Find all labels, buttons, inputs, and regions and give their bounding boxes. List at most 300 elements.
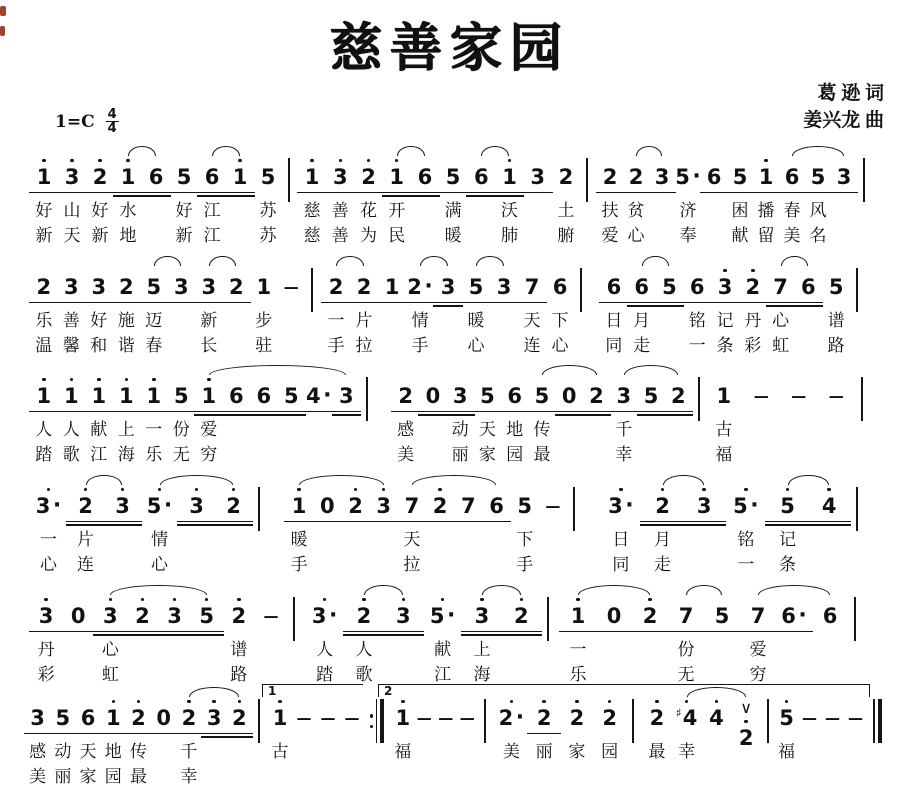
note-cell — [223, 267, 251, 359]
note-cell — [822, 267, 850, 359]
beam-line — [177, 524, 216, 526]
octave-dot — [109, 598, 113, 602]
slur-arc — [542, 365, 597, 375]
note-cell — [490, 267, 518, 359]
beam-line — [482, 521, 512, 523]
slur-arc — [788, 475, 830, 485]
octave-dots — [395, 157, 399, 164]
measure-6-5 — [642, 684, 761, 790]
note-digit: 3 — [332, 165, 348, 189]
beam-lines — [326, 190, 354, 199]
beam-lines — [268, 731, 292, 740]
beam-lines — [610, 409, 637, 418]
note-digit: 3 — [201, 275, 217, 299]
octave-dots — [207, 376, 211, 383]
octave-dots — [367, 157, 371, 164]
lyric-verse1: 情 — [151, 530, 168, 549]
system-1 — [0, 143, 900, 249]
note-cell — [191, 596, 223, 688]
beam-lines — [411, 190, 439, 199]
barline — [258, 487, 260, 531]
note-digit: 6 — [801, 275, 816, 299]
repeat-dot — [370, 725, 373, 728]
note-digit: 3 — [91, 275, 107, 299]
slur-arc — [624, 365, 679, 375]
beam-line — [354, 192, 384, 194]
key-label: 1=C — [55, 111, 95, 132]
beam-lines — [831, 190, 857, 199]
beam-lines — [632, 629, 668, 638]
note-row — [597, 143, 857, 249]
note-digit: 3 · — [608, 493, 634, 518]
note-cell — [439, 157, 467, 249]
octave-dot — [655, 700, 659, 704]
note-cell — [561, 698, 594, 790]
beam-line — [640, 524, 684, 526]
octave-dots — [70, 157, 74, 164]
augmentation-dot-icon: · — [750, 493, 759, 518]
beam-line — [284, 521, 314, 523]
lyric-verse1: 一 — [40, 530, 57, 549]
octave-dot — [70, 378, 74, 382]
dash-cell — [414, 698, 436, 790]
beam-line — [640, 521, 684, 523]
beam-lines — [561, 731, 594, 740]
beam-lines — [808, 519, 850, 528]
octave-dots — [84, 486, 88, 493]
lyric-verse2: 连 — [77, 555, 94, 574]
note-digit: 1 — [118, 384, 134, 408]
lyric-verse1: 动 — [451, 420, 469, 439]
lyric-verse1: 传 — [129, 742, 147, 761]
note-cell — [168, 267, 196, 359]
lyric-verse1: 满 — [444, 201, 462, 220]
octave-dots — [402, 596, 406, 603]
note-digit: — — [828, 387, 844, 405]
note-digit: 1 — [304, 165, 320, 189]
slur-layer — [30, 362, 360, 376]
time-signature-denominator: 4 — [107, 121, 117, 136]
note-cell — [215, 486, 252, 578]
note-row — [268, 684, 364, 790]
note-cell — [812, 596, 848, 688]
note-digit: 6 — [474, 165, 489, 189]
lyric-verse2: 福 — [715, 445, 733, 464]
lyric-verse1: 献 — [434, 640, 452, 659]
beam-line — [112, 302, 141, 304]
slur-arc — [642, 256, 670, 266]
lyric-verse1: 古 — [715, 420, 733, 439]
lyric-verse2: 手 — [290, 555, 308, 574]
measure-4-2 — [285, 472, 567, 578]
lyric-verse2: 心 — [551, 336, 569, 355]
beam-lines — [812, 629, 848, 638]
note-cell — [58, 157, 86, 249]
note-digit: 2 — [231, 604, 247, 628]
octave-dots — [354, 486, 358, 493]
octave-dot — [648, 598, 652, 602]
measure-5-3 — [560, 582, 848, 688]
beam-line — [446, 411, 475, 413]
beam-line — [648, 192, 676, 194]
beam-line — [599, 302, 628, 304]
note-digit: 3 — [189, 494, 204, 518]
lyric-verse1: 新 — [200, 311, 218, 330]
note-cell — [170, 157, 198, 249]
octave-dot — [608, 700, 612, 704]
note-cell — [725, 486, 767, 578]
note-row — [322, 253, 574, 359]
slur-arc — [476, 256, 504, 266]
note-digit: — — [320, 709, 336, 727]
note-digit: 1 — [91, 384, 107, 408]
beam-line — [341, 521, 371, 523]
beam-lines — [85, 300, 113, 309]
lyric-verse2: 驻 — [255, 336, 273, 355]
note-cell — [140, 267, 168, 359]
measure-6-2 — [268, 684, 364, 790]
note-digit: 3 — [616, 384, 632, 408]
beam-lines — [454, 519, 482, 528]
note-cell — [474, 376, 501, 468]
lyric-verse2: 一 — [688, 336, 706, 355]
beam-lines — [596, 629, 632, 638]
note-digit: 2 — [589, 384, 604, 408]
octave-dots — [608, 698, 612, 705]
note-digit: 5 — [283, 384, 299, 408]
measure-3-3 — [705, 362, 855, 468]
beam-lines — [58, 300, 86, 309]
beam-line — [312, 521, 342, 523]
system-4 — [0, 472, 900, 578]
note-row — [25, 684, 252, 790]
octave-dot — [98, 159, 102, 163]
beam-line — [57, 192, 87, 194]
lyric-verse2: 地 — [119, 226, 137, 245]
note-digit: 5 — [176, 165, 192, 189]
note-digit: 1 — [272, 706, 288, 730]
beam-line — [794, 305, 823, 307]
beam-line — [226, 736, 253, 738]
note-cell — [250, 267, 278, 359]
note-digit: 2 — [356, 604, 372, 628]
lyric-verse2: 园 — [506, 445, 524, 464]
beam-lines — [126, 629, 158, 638]
beam-line — [226, 733, 253, 735]
augmentation-dot-icon: · — [625, 493, 634, 518]
barline — [484, 699, 486, 743]
dash-cell — [278, 267, 306, 359]
octave-dot — [339, 159, 343, 163]
beam-line — [139, 302, 168, 304]
beam-lines — [447, 409, 474, 418]
octave-dots — [112, 698, 116, 705]
note-cell — [462, 267, 490, 359]
octave-dots — [126, 157, 130, 164]
beam-line — [66, 521, 105, 523]
beam-lines — [490, 300, 518, 309]
beam-lines — [285, 519, 313, 528]
lyric-verse1: 山 — [63, 201, 81, 220]
beam-lines — [539, 519, 567, 528]
note-cell — [126, 698, 151, 790]
note-cell — [198, 157, 226, 249]
note-digit: 3 — [64, 165, 80, 189]
note-digit: 2 — [232, 706, 247, 730]
note-digit: 2 — [536, 706, 552, 730]
beam-line — [461, 631, 503, 633]
beam-lines — [524, 190, 552, 199]
note-row — [642, 684, 761, 806]
beam-line — [369, 521, 399, 523]
breath-mark-icon: ∨ — [740, 700, 752, 717]
lyric-verse1: 好 — [175, 201, 193, 220]
note-digit: 2 — [569, 706, 585, 730]
octave-dots — [109, 596, 113, 603]
beam-lines — [426, 519, 454, 528]
note-digit: 3 — [396, 604, 411, 628]
beam-line — [582, 411, 611, 413]
note-cell — [30, 486, 67, 578]
lyric-verse1: 暖 — [467, 311, 485, 330]
note-cell — [482, 486, 510, 578]
lyric-verse1: 片 — [77, 530, 94, 549]
beam-line — [495, 192, 525, 194]
beam-line — [555, 411, 584, 413]
note-digit: 6 — [148, 165, 164, 189]
note-row — [600, 253, 850, 359]
beam-line — [438, 192, 468, 194]
note-cell — [632, 596, 668, 688]
rest-cell — [419, 376, 446, 468]
beam-lines — [683, 300, 711, 309]
note-digit: 3 — [474, 604, 490, 628]
note-cell — [322, 267, 350, 359]
beam-line — [555, 414, 584, 416]
note-digit: — — [753, 387, 769, 405]
slur-arc — [578, 585, 650, 595]
lyric-verse1: 风 — [809, 201, 827, 220]
time-signature-numerator: 4 — [107, 107, 117, 122]
note-cell — [392, 698, 414, 790]
beam-line — [778, 192, 806, 194]
beam-line — [167, 411, 196, 413]
note-cell — [298, 157, 326, 249]
note-digit: 5 — [662, 275, 677, 299]
beam-line — [29, 411, 58, 413]
lyric-verse2: 歌 — [62, 445, 80, 464]
octave-dots — [362, 596, 366, 603]
octave-dot — [238, 700, 242, 704]
beam-line — [29, 192, 59, 194]
beam-lines — [711, 300, 739, 309]
note-cell — [628, 267, 656, 359]
lyric-verse2: 家 — [79, 767, 97, 786]
lyric-verse1: 心 — [101, 640, 119, 659]
octave-dots — [827, 486, 831, 493]
octave-dots — [97, 376, 101, 383]
note-cell — [333, 376, 361, 468]
beam-line — [113, 192, 143, 194]
beam-line — [343, 634, 385, 636]
octave-dot — [661, 488, 665, 492]
note-digit: — — [344, 709, 360, 727]
octave-dot — [44, 598, 48, 602]
note-cell — [528, 376, 555, 468]
beam-line — [177, 521, 216, 523]
system-3 — [0, 362, 900, 468]
volta-label: 1 — [268, 684, 277, 698]
octave-dot — [42, 378, 46, 382]
beam-line — [167, 302, 196, 304]
lyric-verse2: 心 — [627, 226, 645, 245]
octave-dots — [715, 698, 719, 705]
augmentation-dot-icon: · — [447, 603, 456, 628]
note-cell — [501, 376, 528, 468]
lyric-verse2: 丽 — [451, 445, 469, 464]
note-digit: 2 — [118, 275, 134, 299]
beam-lines — [191, 629, 223, 638]
barline — [311, 268, 313, 312]
note-cell — [753, 157, 779, 249]
beam-lines — [528, 409, 555, 418]
octave-dot — [786, 488, 790, 492]
beam-line — [382, 195, 412, 197]
beam-lines — [665, 409, 692, 418]
note-cell — [104, 486, 141, 578]
note-cell — [524, 157, 552, 249]
octave-dot — [723, 269, 727, 273]
note-digit: 2 — [228, 275, 244, 299]
lyric-verse1: 情 — [411, 311, 429, 330]
lyric-verse2: 心 — [151, 555, 168, 574]
beam-line — [667, 631, 705, 633]
lyric-verse2: 心 — [40, 555, 57, 574]
slur-arc — [299, 475, 384, 485]
beam-line — [446, 414, 475, 416]
note-cell — [739, 267, 767, 359]
slur-layer — [642, 684, 761, 698]
note-digit: 6 — [489, 494, 504, 518]
beam-line — [738, 302, 767, 304]
octave-dots — [152, 376, 156, 383]
dash-cell — [798, 698, 821, 790]
augmentation-dot-icon: · — [163, 493, 173, 518]
octave-dots — [751, 267, 755, 274]
slur-layer — [30, 143, 282, 157]
note-cell — [114, 157, 142, 249]
note-digit: 5 — [732, 165, 748, 189]
beam-lines — [58, 409, 86, 418]
beam-lines — [113, 409, 141, 418]
note-digit: 5 · — [429, 603, 456, 628]
slur-arc — [128, 146, 156, 156]
beam-line — [794, 302, 823, 304]
octave-dots — [47, 486, 51, 493]
note-digit: 6 — [552, 275, 568, 299]
note-digit: 0 — [561, 384, 577, 408]
barline — [856, 487, 858, 531]
note-digit: 2 — [655, 494, 670, 518]
slur-arc — [686, 585, 722, 595]
octave-dot — [112, 700, 116, 704]
beam-line — [75, 733, 102, 735]
beam-lines — [552, 190, 580, 199]
beam-lines — [414, 731, 436, 740]
beam-lines — [223, 409, 251, 418]
octave-dot — [508, 159, 512, 163]
beam-lines — [104, 519, 141, 528]
lyric-verse2: 苏 — [259, 226, 277, 245]
lyric-verse2: 美 — [783, 226, 801, 245]
lyric-verse1: 感 — [29, 742, 47, 761]
lyric-verse1: 济 — [679, 201, 697, 220]
note-row — [392, 684, 478, 790]
beam-line — [222, 302, 251, 304]
octave-dots — [323, 596, 327, 603]
lyric-verse2: 暖 — [444, 226, 462, 245]
note-cell — [67, 486, 104, 578]
note-digit: 2 — [226, 494, 241, 518]
note-digit: 1 — [36, 384, 52, 408]
lyric-verse1: 动 — [54, 742, 72, 761]
lyric-verse2: 彩 — [37, 665, 55, 684]
note-cell — [411, 157, 439, 249]
beam-lines — [178, 519, 215, 528]
beam-lines — [168, 409, 196, 418]
note-cell — [600, 267, 628, 359]
measure-6-6 — [775, 684, 867, 790]
beam-lines — [649, 190, 675, 199]
note-digit: 6 — [417, 165, 433, 189]
beam-lines — [675, 190, 701, 199]
octave-dot — [401, 700, 405, 704]
beam-lines — [114, 190, 142, 199]
note-digit: ♯ 4 — [675, 706, 698, 730]
octave-dot — [751, 269, 755, 273]
note-cell — [195, 267, 223, 359]
lyric-verse2: 无 — [172, 445, 190, 464]
beam-line — [332, 411, 361, 413]
slur-layer — [25, 684, 252, 698]
octave-dots — [237, 596, 241, 603]
note-cell — [178, 486, 215, 578]
lyric-verse2: 民 — [388, 226, 406, 245]
octave-dot — [70, 159, 74, 163]
repeat-barline — [370, 699, 384, 743]
beam-lines — [341, 519, 369, 528]
note-cell — [50, 698, 75, 790]
slur-arc — [636, 146, 662, 156]
octave-dots — [685, 698, 689, 705]
slur-layer — [705, 362, 855, 376]
slur-arc — [481, 146, 509, 156]
beam-line — [190, 631, 224, 633]
lyric-verse2: 走 — [654, 555, 671, 574]
lyric-verse1: 播 — [757, 201, 775, 220]
beam-line — [85, 192, 115, 194]
lyric-verse2: 春 — [145, 336, 163, 355]
beam-lines — [195, 300, 223, 309]
beam-lines — [780, 409, 818, 418]
lyric-verse1: 沃 — [501, 201, 519, 220]
lyric-verse2: 献 — [731, 226, 749, 245]
octave-dots — [520, 596, 524, 603]
note-digit: 1 — [232, 165, 248, 189]
slur-layer — [30, 582, 287, 596]
note-cell — [195, 376, 223, 468]
lyric-verse2: 路 — [827, 336, 845, 355]
